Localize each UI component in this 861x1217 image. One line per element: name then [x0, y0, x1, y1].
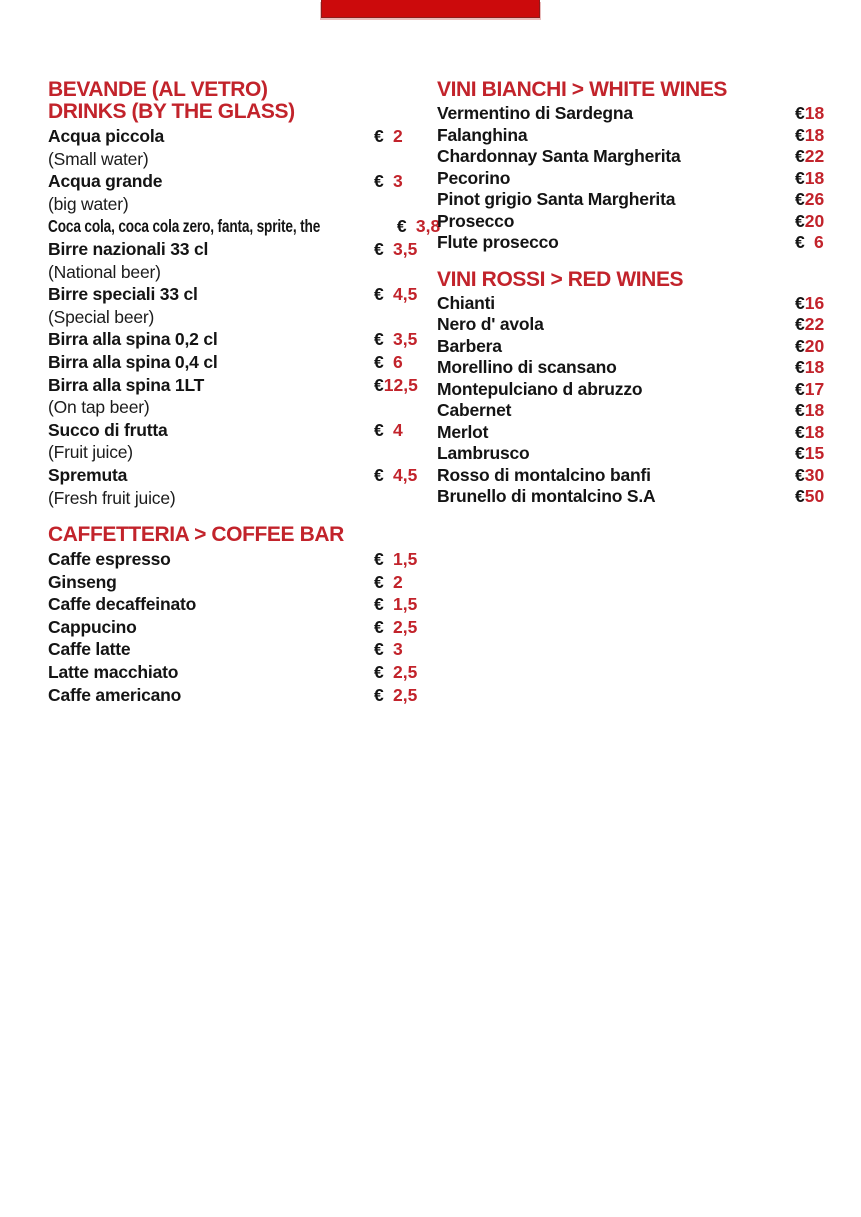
menu-item: [437, 336, 829, 358]
item-name: (Small water): [48, 148, 149, 169]
item-price: [795, 357, 829, 379]
item-price: [795, 443, 829, 465]
item-price: [374, 464, 421, 487]
menu-item: [437, 465, 829, 487]
menu-item: [48, 351, 421, 374]
price-decimal: ,8: [425, 216, 441, 237]
euro-sign: €: [374, 329, 384, 350]
menu-item-translation: [48, 396, 421, 419]
price-value: 6: [393, 351, 403, 372]
price-decimal: ,5: [402, 684, 418, 705]
column-right: [437, 79, 829, 706]
menu-item: [437, 422, 829, 444]
item-name: (National beer): [48, 261, 161, 282]
item-name: Chardonnay Santa Margherita: [437, 146, 681, 166]
price-value: 3: [393, 238, 403, 259]
item-price: [795, 189, 829, 211]
menu-item: [48, 328, 421, 351]
item-name: Barbera: [437, 335, 502, 356]
euro-sign: €: [795, 146, 805, 166]
item-name: (big water): [48, 193, 129, 214]
price-value: 18: [804, 421, 825, 442]
euro-sign: €: [374, 419, 384, 440]
item-price: [795, 422, 829, 444]
menu-columns: [0, 79, 861, 706]
item-price: [374, 684, 421, 707]
menu-item-translation: [48, 193, 421, 216]
euro-sign: €: [374, 351, 384, 372]
item-price: [374, 170, 421, 193]
section-title-line: VINI BIANCHI > WHITE WINES: [437, 78, 728, 101]
item-name: Montepulciano d abruzzo: [437, 378, 643, 399]
price-value: 18: [804, 103, 825, 123]
euro-sign: €: [374, 639, 384, 660]
item-name: Birra alla spina 1LT: [48, 374, 205, 395]
item-price: [374, 616, 421, 639]
menu-item-translation: [48, 148, 421, 171]
price-decimal: ,5: [402, 662, 418, 683]
menu-item: [437, 314, 829, 336]
item-price: [374, 638, 421, 661]
euro-sign: €: [795, 292, 805, 313]
menu-item: [48, 283, 421, 306]
item-name: Nero d' avola: [437, 314, 544, 334]
section-title-line: VINI ROSSI > RED WINES: [437, 267, 684, 291]
top-red-bar: [321, 0, 540, 18]
price-value: 2: [393, 684, 403, 705]
euro-sign: €: [374, 594, 384, 615]
euro-sign: €: [795, 124, 805, 145]
price-decimal: ,5: [402, 594, 418, 615]
euro-sign: €: [374, 171, 384, 192]
price-value: 4: [393, 284, 403, 305]
item-name: Caffe americano: [48, 684, 182, 705]
section-title-bevande: [48, 79, 421, 123]
item-price: [374, 125, 421, 148]
item-price: [795, 400, 829, 422]
menu-item: [437, 146, 829, 168]
menu-item: [437, 125, 829, 147]
euro-sign: €: [795, 189, 805, 209]
price-decimal: ,5: [402, 329, 418, 350]
item-price: [374, 283, 421, 306]
menu-item: [48, 593, 421, 616]
item-name: Pinot grigio Santa Margherita: [437, 189, 676, 209]
item-price: [795, 125, 829, 147]
item-name: Birre speciali 33 cl: [48, 284, 198, 305]
price-value: 4: [393, 419, 403, 440]
item-name: Brunello di montalcino S.A: [437, 486, 656, 506]
section-vini-rossi: [437, 269, 829, 508]
price-value: 1: [393, 549, 403, 570]
menu-item: [48, 571, 421, 594]
price-value: 17: [804, 378, 825, 399]
column-left: [48, 78, 441, 706]
price-value: 3: [393, 639, 403, 660]
section-title-line: BEVANDE (AL VETRO): [48, 78, 268, 101]
item-name: (Fruit juice): [48, 442, 133, 463]
item-name: Caffe decaffeinato: [48, 594, 197, 615]
item-name: (On tap beer): [48, 397, 150, 418]
section-title-vini-bianchi: [437, 79, 829, 101]
euro-sign: €: [374, 571, 384, 592]
price-value: 2: [393, 126, 403, 146]
menu-item: [437, 189, 829, 211]
euro-sign: €: [795, 486, 805, 506]
euro-sign: €: [374, 662, 384, 683]
menu-item: [48, 661, 421, 684]
item-price: [374, 351, 421, 374]
menu-item-translation: [48, 487, 421, 510]
price-value: 18: [804, 124, 825, 145]
section-title-vini-rossi: [437, 269, 829, 291]
menu-item: [437, 293, 829, 315]
euro-sign: €: [795, 464, 805, 485]
menu-item: [48, 125, 421, 148]
price-value: 22: [804, 314, 825, 334]
price-decimal: ,5: [403, 374, 418, 395]
section-bevande: [48, 78, 441, 509]
price-decimal: ,5: [402, 464, 418, 485]
euro-sign: €: [795, 443, 805, 463]
item-price: [374, 419, 421, 442]
price-value: 3: [393, 171, 403, 192]
menu-item-translation: [48, 306, 421, 329]
price-value: 15: [804, 443, 825, 463]
item-name: Prosecco: [437, 210, 515, 231]
menu-item: [437, 357, 829, 379]
item-price: [374, 593, 421, 616]
item-name: Ginseng: [48, 571, 117, 592]
item-name: (Special beer): [48, 306, 155, 327]
item-price: [795, 379, 829, 401]
item-name: (Fresh fruit juice): [48, 487, 176, 508]
menu-item: [437, 211, 829, 233]
menu-item: [437, 443, 829, 465]
euro-sign: €: [795, 314, 805, 334]
price-value: 18: [804, 357, 825, 377]
menu-item: [437, 103, 829, 125]
item-name: Rosso di montalcino banfi: [437, 464, 651, 485]
euro-sign: €: [795, 232, 805, 252]
item-price: [795, 293, 829, 315]
menu-item: [437, 168, 829, 190]
price-value: 3: [393, 329, 403, 350]
item-name: Caffe latte: [48, 639, 131, 660]
item-price: [374, 328, 421, 351]
price-value: 18: [804, 400, 825, 420]
item-price: [795, 146, 829, 168]
euro-sign: €: [795, 378, 805, 399]
menu-item: [48, 684, 421, 707]
item-price: [795, 314, 829, 336]
price-value: 22: [804, 146, 825, 166]
price-value: 2: [393, 616, 403, 637]
euro-sign: €: [795, 357, 805, 377]
price-decimal: ,5: [402, 284, 418, 305]
section-title-line: DRINKS (BY THE GLASS): [48, 100, 295, 123]
price-value: 26: [804, 189, 825, 209]
price-value: 18: [804, 167, 825, 188]
item-price: [374, 571, 421, 594]
item-name: Merlot: [437, 421, 489, 442]
item-name: Latte macchiato: [48, 662, 179, 683]
item-name: Pecorino: [437, 167, 511, 188]
price-value: 30: [804, 464, 825, 485]
euro-sign: €: [795, 210, 805, 231]
item-name: Succo di frutta: [48, 419, 168, 440]
euro-sign: €: [374, 238, 384, 259]
euro-sign: €: [795, 400, 805, 420]
price-value: 1: [393, 594, 403, 615]
menu-item: [437, 486, 829, 508]
menu-item-translation: [48, 261, 421, 284]
menu-item: [48, 419, 421, 442]
item-price: [795, 211, 829, 233]
item-name: Flute prosecco: [437, 232, 559, 252]
price-decimal: ,5: [402, 549, 418, 570]
euro-sign: €: [795, 103, 805, 123]
item-price: [795, 486, 829, 508]
item-name: Birra alla spina 0,2 cl: [48, 329, 218, 350]
menu-item: [48, 464, 421, 487]
section-title-line: CAFFETTERIA > COFFEE BAR: [48, 523, 344, 547]
euro-sign: €: [374, 126, 384, 146]
item-name: Cabernet: [437, 400, 512, 420]
euro-sign: €: [396, 216, 407, 237]
item-name: Coca cola, coca cola zero, fanta, sprite, the: [48, 216, 321, 237]
item-name: Falanghina: [437, 124, 528, 145]
item-name: Spremuta: [48, 464, 128, 485]
menu-item: [48, 638, 421, 661]
menu-item: [48, 616, 421, 639]
item-name: Lambrusco: [437, 443, 530, 463]
price-value: 4: [393, 464, 403, 485]
item-name: Birra alla spina 0,4 cl: [48, 351, 218, 372]
item-price: [374, 374, 421, 397]
euro-sign: €: [374, 684, 384, 705]
price-value: 3: [415, 216, 426, 237]
price-decimal: ,5: [402, 238, 418, 259]
price-value: 20: [804, 335, 825, 356]
item-price: [795, 336, 829, 358]
price-value: 50: [804, 486, 825, 506]
menu-item: [48, 374, 421, 397]
euro-sign: €: [374, 464, 384, 485]
item-name: Cappucino: [48, 616, 137, 637]
price-value: 2: [393, 662, 403, 683]
price-value: 2: [393, 571, 403, 592]
item-name: Acqua grande: [48, 171, 163, 192]
item-name: Chianti: [437, 292, 495, 313]
price-value: 12: [383, 374, 404, 395]
item-price: [795, 168, 829, 190]
item-price: [795, 103, 829, 125]
item-name: Morellino di scansano: [437, 357, 617, 377]
item-price: [795, 232, 829, 254]
menu-item: [437, 232, 829, 254]
item-name: Acqua piccola: [48, 126, 165, 146]
item-price: [374, 548, 421, 571]
section-title-caffetteria: [48, 524, 421, 546]
euro-sign: €: [374, 374, 384, 395]
euro-sign: €: [795, 167, 805, 188]
item-price: [374, 238, 421, 261]
euro-sign: €: [795, 421, 805, 442]
item-name: Caffe espresso: [48, 549, 171, 570]
menu-item: [48, 170, 421, 193]
euro-sign: €: [374, 616, 384, 637]
menu-item: [48, 548, 421, 571]
price-value: 6: [814, 232, 824, 252]
menu-item: [437, 379, 829, 401]
item-name: Birre nazionali 33 cl: [48, 238, 209, 259]
section-caffetteria: [48, 524, 421, 706]
menu-item: [48, 215, 441, 238]
item-name: Vermentino di Sardegna: [437, 103, 633, 123]
euro-sign: €: [374, 284, 384, 305]
section-vini-bianchi: [437, 79, 829, 254]
item-price: [374, 661, 421, 684]
euro-sign: €: [374, 549, 384, 570]
item-price: [795, 465, 829, 487]
menu-item: [48, 238, 421, 261]
euro-sign: €: [795, 335, 805, 356]
price-value: 16: [804, 292, 825, 313]
menu-item-translation: [48, 441, 421, 464]
menu-item: [437, 400, 829, 422]
price-value: 20: [804, 210, 825, 231]
price-decimal: ,5: [402, 616, 418, 637]
